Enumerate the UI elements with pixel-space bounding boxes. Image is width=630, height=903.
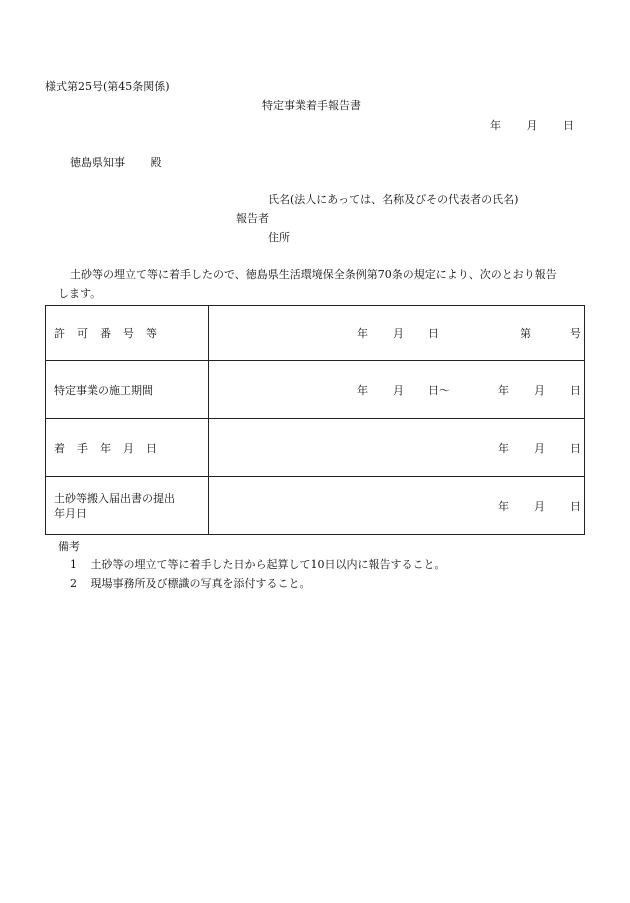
permit-dai: 第 [520, 327, 531, 340]
permit-year: 年 [357, 327, 368, 340]
permit-label-char: 等 [146, 327, 157, 340]
period-end-day: 日 [570, 383, 581, 397]
period-start-month: 月 [393, 383, 404, 397]
form-number: 様式第25号(第45条関係) [45, 80, 170, 93]
start-date-value-cell[interactable] [209, 419, 585, 477]
date-day: 日 [563, 119, 574, 132]
reporter-role-label: 報告者 [236, 212, 269, 225]
permit-label-char: 番 [100, 327, 111, 340]
addressee [70, 156, 162, 170]
period-start-day: 日〜 [428, 383, 450, 397]
permit-day: 日 [428, 327, 439, 340]
permit-label-char: 可 [77, 327, 88, 340]
notes-heading: 備考 [58, 540, 80, 553]
permit-value-cell[interactable] [209, 306, 585, 361]
note-text: 現場事務所及び標識の写真を添付すること。 [90, 577, 311, 590]
note-item [70, 558, 446, 572]
submission-date-value-cell[interactable] [209, 477, 585, 535]
submission-date-month: 月 [534, 499, 545, 513]
start-date-year: 年 [498, 441, 509, 455]
period-label: 特定事業の施工期間 [46, 361, 209, 419]
addressee-name: 徳島県知事 [70, 156, 125, 169]
date-year: 年 [490, 119, 501, 132]
start-date-label-char: 月 [123, 441, 134, 455]
table-row-start-date [46, 419, 585, 477]
start-date-label [46, 419, 209, 477]
addressee-honorific: 殿 [150, 156, 162, 169]
table-row-period [46, 361, 585, 419]
note-item [70, 577, 311, 591]
reporter-name-label: 氏名(法人にあっては、名称及びその代表者の氏名) [268, 193, 519, 206]
body-text-line2: します。 [58, 287, 102, 300]
report-table [45, 305, 585, 535]
submission-date-year: 年 [498, 499, 509, 513]
period-start-year: 年 [357, 383, 368, 397]
start-date-day: 日 [570, 441, 581, 455]
note-number: 2 [70, 577, 77, 590]
start-date-label-char: 年 [100, 441, 111, 455]
submission-date-label-line1: 土砂等搬入届出書の提出 [54, 491, 175, 505]
submission-date-label-line2: 年月日 [54, 506, 87, 520]
period-value-cell[interactable] [209, 361, 585, 419]
report-date [490, 119, 574, 133]
note-text: 土砂等の埋立て等に着手した日から起算して10日以内に報告すること。 [90, 558, 446, 571]
start-date-label-char: 日 [146, 441, 157, 455]
submission-date-label [46, 477, 209, 535]
reporter-address-label: 住所 [268, 231, 290, 244]
start-date-month: 月 [534, 441, 545, 455]
permit-label-char: 許 [54, 327, 65, 340]
table-row-submission-date [46, 477, 585, 535]
document-title: 特定事業着手報告書 [262, 99, 361, 112]
permit-label-char: 号 [123, 327, 134, 340]
permit-go: 号 [570, 327, 581, 340]
table-row-permit [46, 306, 585, 361]
permit-month: 月 [393, 327, 404, 340]
permit-label [46, 306, 209, 361]
start-date-label-char: 手 [77, 441, 88, 455]
period-end-month: 月 [534, 383, 545, 397]
date-month: 月 [526, 119, 538, 132]
submission-date-day: 日 [570, 499, 581, 513]
period-end-year: 年 [498, 383, 509, 397]
note-number: 1 [70, 558, 77, 571]
start-date-label-char: 着 [54, 441, 65, 455]
body-text-line1: 土砂等の埋立て等に着手したので、徳島県生活環境保全条例第70条の規定により、次のとおり報告 [70, 268, 557, 281]
